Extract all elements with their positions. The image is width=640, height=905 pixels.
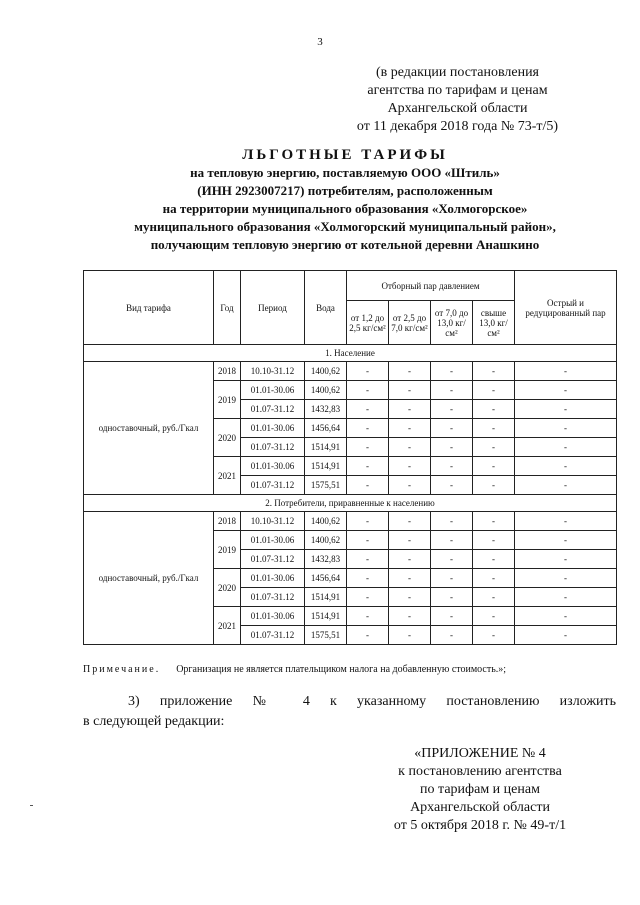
year-cell: 2019 (214, 531, 241, 569)
appendix-line: Архангельской области (410, 800, 550, 815)
empty-cell: - (389, 512, 431, 531)
empty-cell: - (515, 457, 617, 476)
empty-cell: - (473, 400, 515, 419)
empty-cell: - (515, 626, 617, 645)
tariff-table (83, 270, 617, 645)
empty-cell: - (389, 569, 431, 588)
heading-line: на тепловую энергию, поставляемую ООО «Штиль» (190, 165, 500, 180)
header-water: Вода (305, 271, 347, 345)
period-cell: 10.10-31.12 (241, 362, 305, 381)
empty-cell: - (515, 419, 617, 438)
tariff-type-cell: одноставочный, руб./Гкал (84, 512, 214, 645)
empty-cell: - (431, 381, 473, 400)
water-tariff-cell: 1575,51 (305, 476, 347, 495)
empty-cell: - (347, 531, 389, 550)
empty-cell: - (347, 512, 389, 531)
empty-cell: - (473, 476, 515, 495)
water-tariff-cell: 1432,83 (305, 400, 347, 419)
document-heading (60, 146, 630, 254)
table-row (84, 362, 617, 381)
period-cell: 01.07-31.12 (241, 550, 305, 569)
period-cell: 10.10-31.12 (241, 512, 305, 531)
empty-cell: - (515, 569, 617, 588)
empty-cell: - (515, 400, 617, 419)
period-cell: 01.01-30.06 (241, 419, 305, 438)
empty-cell: - (389, 531, 431, 550)
period-cell: 01.01-30.06 (241, 607, 305, 626)
empty-cell: - (431, 362, 473, 381)
empty-cell: - (347, 419, 389, 438)
empty-cell: - (389, 607, 431, 626)
period-cell: 01.07-31.12 (241, 438, 305, 457)
water-tariff-cell: 1456,64 (305, 419, 347, 438)
year-cell: 2021 (214, 607, 241, 645)
empty-cell: - (473, 512, 515, 531)
period-cell: 01.01-30.06 (241, 457, 305, 476)
water-tariff-cell: 1400,62 (305, 531, 347, 550)
appendix-line: от 5 октября 2018 г. № 49-т/1 (393, 818, 567, 833)
empty-cell: - (347, 457, 389, 476)
empty-cell: - (473, 362, 515, 381)
year-cell: 2020 (214, 419, 241, 457)
empty-cell: - (389, 362, 431, 381)
heading-line: (ИНН 2923007217) потребителям, расположенным (197, 183, 493, 198)
water-tariff-cell: 1575,51 (305, 626, 347, 645)
empty-cell: - (473, 569, 515, 588)
margin-mark (30, 805, 33, 806)
empty-cell: - (515, 588, 617, 607)
empty-cell: - (431, 550, 473, 569)
edition-line: от 11 декабря 2018 года № 73-т/5) (356, 119, 559, 134)
document-title: ЛЬГОТНЫЕ ТАРИФЫ (242, 147, 448, 163)
header-year: Год (214, 271, 241, 345)
empty-cell: - (431, 531, 473, 550)
appendix-header (330, 745, 630, 835)
water-tariff-cell: 1514,91 (305, 438, 347, 457)
year-cell: 2018 (214, 362, 241, 381)
header-tariff-type: Вид тарифа (84, 271, 214, 345)
note-label: Примечание. (83, 664, 161, 675)
empty-cell: - (515, 550, 617, 569)
empty-cell: - (347, 400, 389, 419)
empty-cell: - (431, 626, 473, 645)
edition-line: агентства по тарифам и ценам (367, 83, 548, 98)
empty-cell: - (347, 362, 389, 381)
empty-cell: - (389, 400, 431, 419)
empty-cell: - (473, 626, 515, 645)
empty-cell: - (347, 569, 389, 588)
page-number: 3 (317, 36, 323, 48)
period-cell: 01.07-31.12 (241, 588, 305, 607)
empty-cell: - (347, 438, 389, 457)
water-tariff-cell: 1400,62 (305, 512, 347, 531)
empty-cell: - (515, 531, 617, 550)
section-title: 2. Потребители, приравненные к населению (84, 495, 617, 512)
empty-cell: - (515, 476, 617, 495)
header-steam-group: Отборный пар давлением (347, 271, 515, 301)
empty-cell: - (473, 438, 515, 457)
empty-cell: - (431, 419, 473, 438)
empty-cell: - (515, 607, 617, 626)
paragraph-3 (83, 692, 616, 732)
empty-cell: - (389, 476, 431, 495)
edition-line: Архангельской области (387, 101, 528, 116)
empty-cell: - (473, 419, 515, 438)
table-row (84, 512, 617, 531)
empty-cell: - (515, 438, 617, 457)
period-cell: 01.01-30.06 (241, 569, 305, 588)
empty-cell: - (473, 607, 515, 626)
water-tariff-cell: 1514,91 (305, 457, 347, 476)
empty-cell: - (431, 457, 473, 476)
period-cell: 01.01-30.06 (241, 381, 305, 400)
heading-line: на территории муниципального образования «Холмогорское» (162, 201, 528, 216)
empty-cell: - (515, 512, 617, 531)
period-cell: 01.01-30.06 (241, 531, 305, 550)
empty-cell: - (347, 588, 389, 607)
period-cell: 01.07-31.12 (241, 476, 305, 495)
empty-cell: - (431, 400, 473, 419)
empty-cell: - (347, 626, 389, 645)
empty-cell: - (431, 588, 473, 607)
header-pressure-4: свыше 13,0 кг/см² (473, 301, 515, 345)
empty-cell: - (431, 438, 473, 457)
empty-cell: - (473, 457, 515, 476)
empty-cell: - (431, 607, 473, 626)
header-period: Период (241, 271, 305, 345)
year-cell: 2020 (214, 569, 241, 607)
empty-cell: - (515, 381, 617, 400)
water-tariff-cell: 1514,91 (305, 588, 347, 607)
header-pressure-2: от 2,5 до 7,0 кг/см² (389, 301, 431, 345)
empty-cell: - (389, 588, 431, 607)
empty-cell: - (347, 607, 389, 626)
header-pressure-3: от 7,0 до 13,0 кг/см² (431, 301, 473, 345)
empty-cell: - (473, 588, 515, 607)
paragraph-3-line-2: в следующей редакции: (83, 714, 225, 729)
water-tariff-cell: 1456,64 (305, 569, 347, 588)
empty-cell: - (431, 476, 473, 495)
water-tariff-cell: 1514,91 (305, 607, 347, 626)
empty-cell: - (389, 438, 431, 457)
edition-line: (в редакции постановления (375, 65, 540, 80)
period-cell: 01.07-31.12 (241, 400, 305, 419)
empty-cell: - (389, 381, 431, 400)
tariff-type-cell: одноставочный, руб./Гкал (84, 362, 214, 495)
empty-cell: - (431, 569, 473, 588)
year-cell: 2021 (214, 457, 241, 495)
water-tariff-cell: 1400,62 (305, 362, 347, 381)
empty-cell: - (431, 512, 473, 531)
empty-cell: - (473, 381, 515, 400)
heading-line: муниципального образования «Холмогорский муниципальный район», (134, 219, 556, 234)
year-cell: 2018 (214, 512, 241, 531)
paragraph-3-line-1: 3) приложение № 4 к указанному постановлению изложить (128, 694, 616, 709)
empty-cell: - (473, 550, 515, 569)
heading-line: получающим тепловую энергию от котельной деревни Анашкино (150, 237, 540, 252)
empty-cell: - (347, 476, 389, 495)
empty-cell: - (515, 362, 617, 381)
appendix-line: к постановлению агентства (398, 764, 562, 779)
empty-cell: - (389, 457, 431, 476)
note (83, 664, 623, 675)
tariff-table-body (84, 345, 617, 645)
empty-cell: - (473, 531, 515, 550)
water-tariff-cell: 1432,83 (305, 550, 347, 569)
appendix-line: по тарифам и ценам (420, 782, 540, 797)
note-text: Организация не является плательщиком налога на добавленную стоимость.»; (176, 664, 507, 675)
empty-cell: - (389, 419, 431, 438)
empty-cell: - (347, 550, 389, 569)
empty-cell: - (389, 626, 431, 645)
appendix-line: «ПРИЛОЖЕНИЕ № 4 (414, 746, 546, 761)
empty-cell: - (389, 550, 431, 569)
header-pressure-1: от 1,2 до 2,5 кг/см² (347, 301, 389, 345)
edition-note (300, 64, 615, 136)
empty-cell: - (347, 381, 389, 400)
section-title: 1. Население (84, 345, 617, 362)
period-cell: 01.07-31.12 (241, 626, 305, 645)
water-tariff-cell: 1400,62 (305, 381, 347, 400)
header-sharp-steam: Острый и редуцированный пар (515, 271, 617, 345)
year-cell: 2019 (214, 381, 241, 419)
